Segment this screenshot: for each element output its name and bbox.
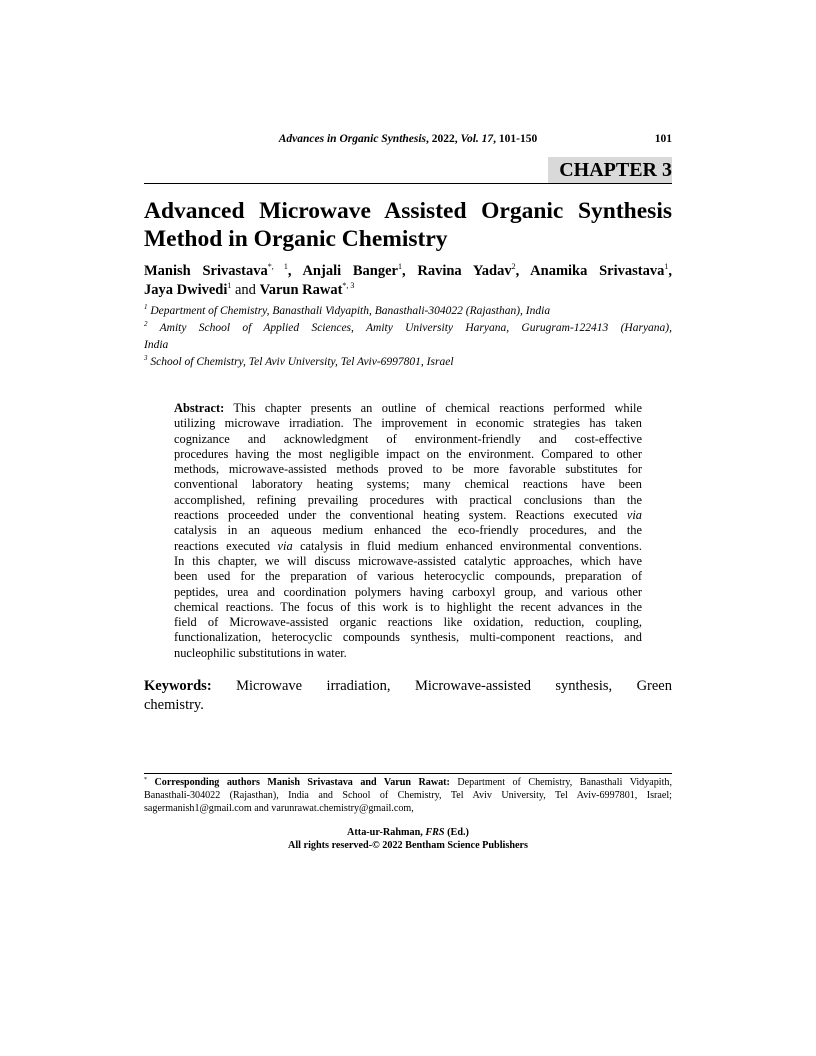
affiliation: $^3$ School of Chemistry, Tel Aviv University, Tel Aviv-6997801, Israel (144, 354, 454, 368)
footnote-label: Corresponding authors Manish Srivastava and Varun Rawat: (154, 777, 450, 788)
keywords (144, 677, 672, 715)
chapter-title (144, 197, 672, 253)
author-name: Varun Rawat (259, 282, 343, 298)
author-name: Anjali Banger (302, 263, 398, 279)
abstract-line: In this chapter, we will discuss microwave-assisted catalytic approaches, which have (174, 553, 642, 568)
abstract-line: functionalization, heterocyclic compounds synthesis, multi-component reactions, and (174, 630, 642, 645)
journal-pages: , 101-150 (493, 133, 538, 145)
author-name: Ravina Yadav (417, 263, 512, 279)
rights-line: All rights reserved-© 2022 Bentham Science Publishers (287, 840, 529, 851)
abstract-line: methods, microwave-assisted methods proved to be more favorable substitutes for (174, 462, 642, 477)
affiliation-continuation: India (144, 339, 169, 351)
author-line: Manish Srivastava$^{*, 1}$, Anjali Banger$^1$, Ravina Yadav$^2$, Anamika Srivastava$^1$, (144, 262, 672, 279)
author-affil-marker: 2 (511, 262, 516, 271)
keywords-label: Keywords: (144, 678, 212, 694)
author-affil-marker: 1 (227, 281, 232, 290)
abstract-line: utilizing microwave irradiation. The improvement in economic strategies has taken (174, 416, 642, 431)
journal-year: , 2022, (426, 133, 461, 145)
abstract-line: reactions executed via catalysis in fluid medium enhanced environmental conventions. (174, 538, 642, 553)
abstract-line: Abstract: This chapter presents an outline of chemical reactions performed while (174, 401, 643, 415)
author-conjunction: and (235, 282, 256, 298)
footnote-divider (144, 773, 672, 774)
abstract-line: accomplished, refining prevailing procedures with practical conclusions than the (174, 492, 642, 507)
abstract-line: peptides, urea and coordination polymers having carboxyl group, and various other (174, 584, 642, 599)
abstract-line: field of Microwave-assisted organic reactions like oxidation, reduction, coupling, (174, 615, 642, 630)
abstract-line: conventional laboratory heating systems; many chemical reactions have been (174, 477, 642, 492)
abstract-line: nucleophilic substitutions in water. (174, 645, 347, 660)
author-affil-marker: 1 (664, 262, 669, 271)
chapter-label: CHAPTER 3 (548, 157, 672, 183)
journal-volume: Vol. 17 (460, 133, 494, 145)
footnote-line: * Corresponding authors Manish Srivastava and Varun Rawat: Department of Chemistry, Banasthali Vidyapith, (144, 777, 672, 788)
keywords-line: chemistry. (144, 697, 204, 713)
abstract-line: procedures having the most negligible impact on the environment. Compared to other (174, 446, 642, 461)
author-list (144, 262, 672, 300)
abstract-line: reactions proceeded under the conventional heating system. Reactions executed via (174, 508, 642, 523)
author-name: Jaya Dwivedi (144, 282, 228, 298)
journal-name: Advances in Organic Synthesis (278, 133, 427, 145)
abstract-line: been used for the preparation of various heterocyclic compounds, preparation of (174, 569, 642, 584)
title-line: Method in Organic Chemistry (144, 226, 448, 252)
author-affil-marker: *, 1 (267, 262, 288, 271)
publisher-info (144, 826, 672, 852)
chapter-divider (144, 183, 672, 184)
footnote-line: sagermanish1@gmail.com and varunrawat.chemistry@gmail.com, (144, 803, 414, 814)
author-name: Manish Srivastava (144, 263, 268, 279)
author-affil-marker: *, 3 (342, 281, 355, 290)
keywords-line: Keywords: Microwave irradiation, Microwave-assisted synthesis, Green (144, 678, 672, 694)
affiliation-list (144, 303, 672, 371)
corresponding-author-footnote (144, 776, 672, 815)
affiliation: $^2$ Amity School of Applied Sciences, Amity University Haryana, Gurugram-122413 (Haryana), (144, 320, 673, 334)
footnote-line: Banasthali-304022 (Rajasthan), India and School of Chemistry, Tel Aviv University, Tel Aviv-6997801, Israel; (144, 790, 672, 801)
author-name: Anamika Srivastava (530, 263, 665, 279)
abstract-line: chemical reactions. The focus of this work is to highlight the recent advances in the (174, 599, 642, 614)
author-affil-marker: 1 (397, 262, 402, 271)
title-line: Advanced Microwave Assisted Organic Synthesis (144, 198, 672, 224)
abstract-line: catalysis in an aqueous medium enhanced the eco-friendly procedures, and the (174, 523, 642, 538)
page-number: 101 (654, 133, 672, 145)
abstract-line: cognizance and acknowledgment of environment-friendly and cost-effective (174, 431, 642, 446)
running-head (144, 133, 672, 145)
affiliation: $^1$ Department of Chemistry, Banasthali Vidyapith, Banasthali-304022 (Rajasthan), India (144, 303, 551, 317)
author-line (144, 281, 672, 300)
abstract-label: Abstract: (174, 401, 225, 415)
editor-line: Atta-ur-Rahman, FRS (Ed.) (347, 827, 469, 838)
abstract (174, 401, 642, 661)
